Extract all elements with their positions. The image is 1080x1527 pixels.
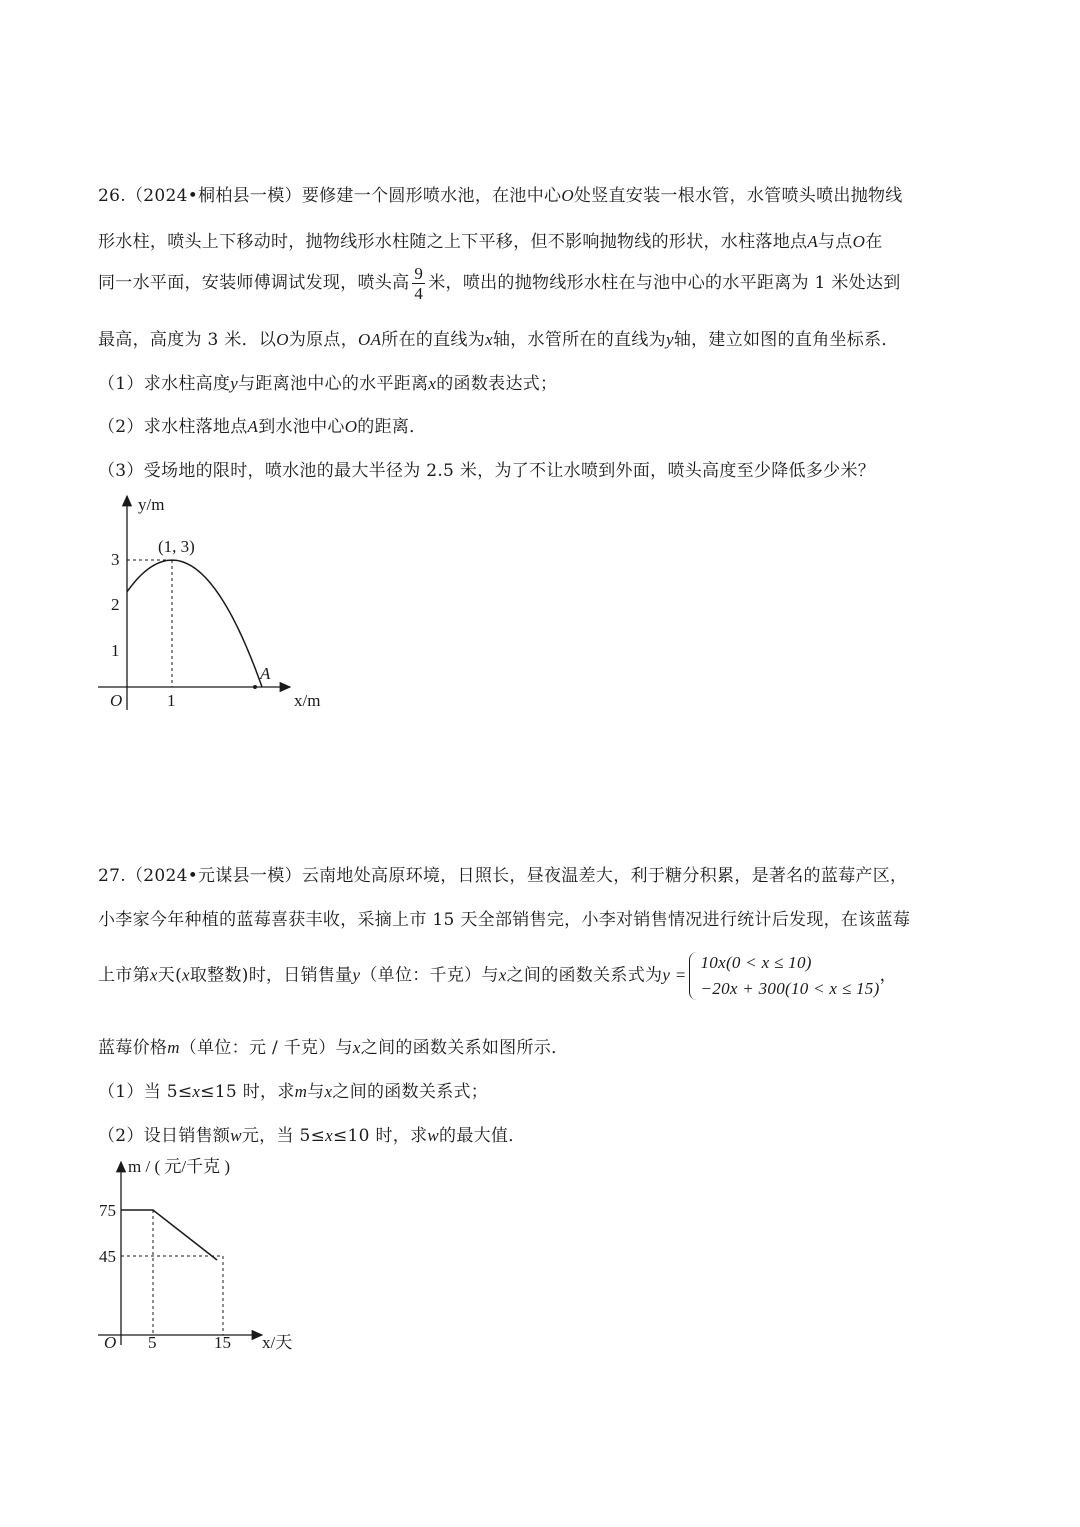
- text: 与: [307, 1082, 325, 1102]
- var-w: w: [427, 1126, 440, 1145]
- var-x: x: [352, 1038, 361, 1057]
- text: ≤15 时，求: [200, 1082, 295, 1102]
- text: 的最大值．: [439, 1126, 526, 1146]
- text: （单位：元 / 千克）与: [179, 1038, 353, 1058]
- text: 天(: [157, 965, 182, 986]
- text: 处竖直安装一根水管，水管喷头喷出抛物线: [573, 186, 903, 206]
- text: 之间的函数关系式为: [506, 965, 663, 986]
- var-m: m: [294, 1082, 308, 1101]
- text: （2）求水柱落地点: [98, 417, 248, 437]
- text: 要修建一个圆形喷水池，在池中心: [301, 186, 562, 206]
- q27-line-2: [98, 905, 910, 930]
- parabola-curve: [127, 560, 262, 687]
- text: 取整数)时，日销售量: [189, 965, 353, 986]
- text: 的距离．: [357, 417, 427, 437]
- var-y: y: [665, 330, 674, 349]
- text: 蓝莓价格: [98, 1038, 168, 1058]
- var-x: x: [149, 965, 158, 985]
- q27-line-4: [98, 1033, 568, 1058]
- x-axis-label: x/m: [294, 691, 321, 710]
- x-axis-label: x/天: [262, 1333, 293, 1352]
- var-x: x: [182, 965, 190, 985]
- var-o: O: [344, 417, 358, 436]
- q26-part-3: [98, 456, 875, 481]
- var-x: x: [485, 330, 493, 349]
- q27-figure: [90, 1150, 330, 1360]
- text: 到水池中心: [258, 417, 345, 437]
- text: ≤10 时，求: [332, 1126, 428, 1146]
- text: 为原点，: [288, 330, 359, 350]
- var-w: w: [230, 1126, 242, 1145]
- q27-part-2: [98, 1121, 526, 1146]
- var-m: m: [167, 1038, 180, 1057]
- text: 形水柱，喷头上下移动时，抛物线形水柱随之上下平移，但不影响抛物线的形状，水柱落地点: [98, 232, 808, 252]
- q26-line-2: [98, 227, 883, 252]
- x-tick-15: 15: [214, 1333, 231, 1352]
- text: 元，当 5≤: [241, 1126, 326, 1146]
- y-tick-2: 2: [111, 595, 120, 614]
- y-axis-label: y/m: [138, 495, 165, 514]
- piecewise-function: [687, 950, 880, 1002]
- text: 轴，水管所在的直线为: [492, 330, 666, 350]
- text: 与距离池中心的水平距离: [238, 374, 429, 394]
- origin-label: O: [104, 1333, 117, 1352]
- q27-line-1: [98, 861, 907, 886]
- piece-1: 10x(0 < x ≤ 10): [700, 953, 812, 972]
- question-number: 27.: [98, 866, 126, 886]
- text: 最高，高度为 3 米．以: [98, 330, 277, 350]
- text: 上市第: [98, 965, 150, 986]
- point-a: [253, 685, 257, 689]
- var-y: y: [352, 965, 361, 985]
- fraction-denominator: 4: [414, 284, 424, 303]
- text: （3）受场地的限时，喷水池的最大半径为 2.5 米，为了不让水喷到外面，喷头高度至少降低多少米？: [98, 461, 876, 481]
- q26-figure: [90, 488, 350, 718]
- var-o: O: [276, 330, 289, 349]
- var-y: y: [230, 374, 239, 393]
- text: 之间的函数关系如图所示．: [360, 1038, 569, 1058]
- var-x: x: [498, 965, 507, 985]
- text: （1）求水柱高度: [98, 374, 231, 394]
- text: 的函数表达式；: [436, 374, 558, 394]
- x-tick-1: 1: [167, 691, 176, 710]
- question-number: 26.: [98, 186, 126, 206]
- text: 在: [865, 232, 883, 252]
- y-tick-45: 45: [99, 1247, 116, 1266]
- y-axis-label: m / ( 元/千克 ): [128, 1157, 230, 1176]
- var-o: O: [852, 232, 866, 251]
- text: 与点: [818, 232, 853, 252]
- y-tick-75: 75: [99, 1201, 116, 1220]
- var-a: A: [247, 417, 259, 436]
- fraction: [412, 264, 425, 303]
- price-line: [121, 1210, 217, 1260]
- origin-label: O: [110, 691, 123, 710]
- text: 小李家今年种植的蓝莓喜获丰收，采摘上市 15 天全部销售完，小李对销售情况进行统计后发现，在该蓝莓: [98, 910, 911, 930]
- text: 米，喷出的抛物线形水柱在与池中心的水平距离为 1 米处达到: [428, 273, 901, 293]
- q26-line-3: [98, 264, 901, 303]
- text: 所在的直线为: [381, 330, 486, 350]
- q26-line-1: [98, 181, 903, 206]
- fraction-numerator: 9: [414, 264, 424, 283]
- text: 同一水平面，安装师傅调试发现，喷头高: [98, 273, 410, 293]
- y-tick-3: 3: [111, 550, 120, 569]
- vertex-label: (1, 3): [158, 537, 195, 556]
- var-x: x: [192, 1082, 201, 1101]
- text: （1）当 5≤: [98, 1082, 193, 1102]
- x-tick-5: 5: [148, 1333, 157, 1352]
- q26-part-1: [98, 369, 557, 394]
- var-x: x: [428, 374, 437, 393]
- var-a: A: [807, 232, 818, 251]
- text: （单位：千克）与: [360, 965, 499, 986]
- question-source: （2024•桐柏县一模）: [125, 186, 302, 206]
- text: 之间的函数关系式；: [332, 1082, 489, 1102]
- var-o: O: [561, 186, 574, 205]
- text: ，: [879, 965, 897, 986]
- equation-lhs: y =: [662, 965, 687, 985]
- q26-line-4: [98, 325, 899, 350]
- var-x: x: [324, 1082, 333, 1101]
- y-tick-1: 1: [111, 641, 120, 660]
- text: 云南地处高原环境，日照长，昼夜温差大，利于糖分积累，是著名的蓝莓产区，: [301, 866, 908, 886]
- question-source: （2024•元谋县一模）: [125, 866, 302, 886]
- text: （2）设日销售额: [98, 1126, 231, 1146]
- text: 轴，建立如图的直角坐标系．: [673, 330, 899, 350]
- q26-part-2: [98, 412, 426, 437]
- var-oa: OA: [358, 330, 382, 349]
- q27-part-1: [98, 1077, 488, 1102]
- q27-line-3: [98, 950, 897, 1002]
- var-x: x: [325, 1126, 333, 1145]
- piece-2: −20x + 300(10 < x ≤ 15): [700, 979, 880, 998]
- point-a-label: A: [260, 664, 271, 683]
